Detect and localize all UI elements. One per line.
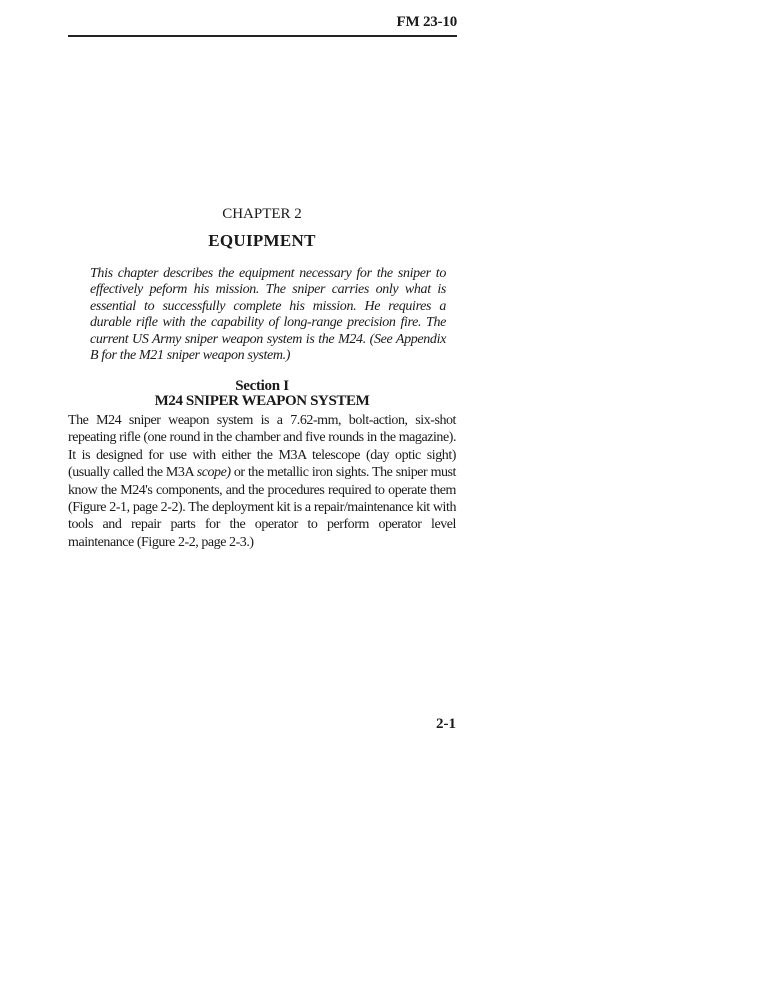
body-text-part1: The M24 sniper weapon system is a 7.62-mm, bolt-action, six-shot repeating rifle (one round in the chamber and five rounds in the magazine). It is designed for use with either the M3A telescope (day optic sight) (usually called the M3A	[68, 413, 456, 481]
header-rule	[68, 35, 457, 37]
chapter-intro: This chapter describes the equipment necessary for the sniper to effectively peform his mission. The sniper carries only what is essential to successfully complete his mission. He requires a durable rifle with the capability of long-range precision fire. The current US Army sniper weapon system is the M24. (See Appendix B for the M21 sniper weapon system.)	[90, 266, 446, 364]
section-title: M24 SNIPER WEAPON SYSTEM	[154, 393, 370, 409]
chapter-title: EQUIPMENT	[208, 231, 316, 250]
body-text-emphasis: scope)	[196, 465, 231, 481]
page-number: 2-1	[436, 716, 456, 732]
chapter-label: CHAPTER 2	[222, 206, 302, 222]
section-body	[68, 412, 456, 551]
manual-code: FM 23-10	[396, 14, 457, 30]
body-text-part2: or the metallic iron sights. The sniper must know the M24's components, and the procedures required to operate them (Figure 2-1, page 2-2). The deployment kit is a repair/maintenance kit with tools and repair parts for the operator to perform operator level maintenance (Figure 2-2, page 2-3.)	[68, 465, 456, 550]
section-number: Section I	[235, 378, 289, 394]
